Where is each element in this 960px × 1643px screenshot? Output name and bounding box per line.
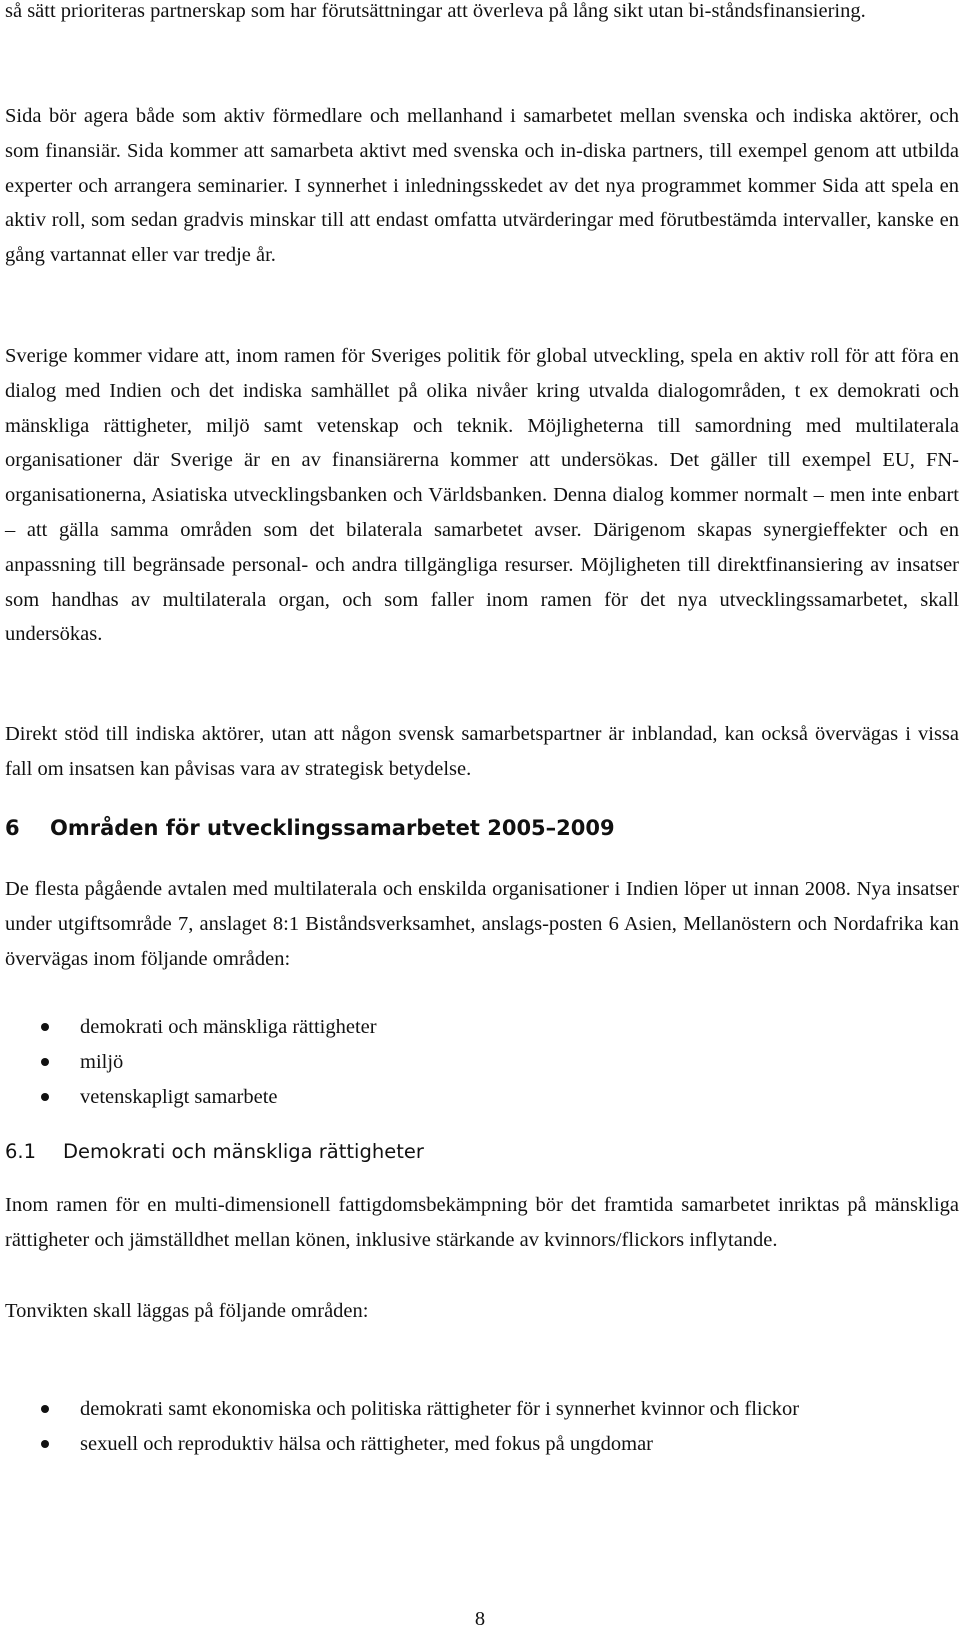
section-title: Demokrati och mänskliga rättigheter (63, 1140, 424, 1163)
section-heading-6 (5, 816, 615, 840)
paragraph-emphasis: Tonvikten skall läggas på följande områden: (5, 1300, 369, 1322)
paragraph-dialog: Sverige kommer vidare att, inom ramen för Sveriges politik för global utveckling, spela en aktiv roll för att föra en dialog med Indien och det indiska samhället på olika nivåer kring utvalda dialogområden, t ex demokrati och mänskliga rättigheter, miljö samt vetenskap och teknik. Möjligheterna till samordning med multilaterala organisationer där Sverige är en av finansiärerna kommer att undersökas. Det gäller till exempel EU, FN-organisationerna, Asiatiska utvecklingsbanken och Världsbanken. Denna dialog kommer normalt – men inte enbart – att gälla samma områden som det bilaterala samarbetet avser. Därigenom skapas synergieffekter och en anpassning till begränsade personal- och andra tillgängliga resurser. Möjligheten till direktfinansiering av insatser som handhas av multilaterala organ, och som faller inom ramen för det nya utvecklingssamarbetet, skall undersökas. (5, 345, 959, 646)
paragraph-direct-support: Direkt stöd till indiska aktörer, utan att någon svensk samarbetspartner är inblandad, kan också övervägas i vissa fall om insatsen kan påvisas vara av strategisk betydelse. (5, 723, 959, 780)
paragraph-sida-role: Sida bör agera både som aktiv förmedlare och mellanhand i samarbetet mellan svenska och indiska aktörer, och som finansiär. Sida kommer att samarbeta aktivt med svenska och in-diska partners, till exempel genom att utbilda experter och arrangera seminarier. I synnerhet i inledningsskedet av det nya programmet kommer Sida att spela en aktiv roll, som sedan gradvis minskar till att endast omfatta utvärderingar med förutbestämda intervaller, kanske en gång vartannat eller var tredje år. (5, 105, 959, 267)
list-item: demokrati och mänskliga rättigheter (0, 1010, 960, 1045)
section-number: 6.1 (5, 1140, 37, 1163)
bullet-icon (41, 1058, 49, 1066)
section-title: Områden för utvecklingssamarbetet 2005–2009 (50, 816, 615, 840)
page-number: 8 (474, 1608, 486, 1630)
list-item: demokrati samt ekonomiska och politiska rättigheter för i synnerhet kvinnor och flickor (0, 1392, 960, 1427)
bullet-icon (41, 1440, 49, 1448)
section-heading-6-1 (5, 1140, 424, 1163)
paragraph-ongoing-agreements: De flesta pågående avtalen med multilaterala och enskilda organisationer i Indien löper ut innan 2008. Nya insatser under utgiftsområde 7, anslaget 8:1 Biståndsverksamhet, anslags-posten 6 Asien, Mellanöstern och Nordafrika kan övervägas inom följande områden: (5, 878, 959, 970)
bullet-list-areas (0, 1010, 960, 1114)
bullet-icon (41, 1405, 49, 1413)
list-item: miljö (0, 1045, 960, 1080)
list-item: sexuell och reproduktiv hälsa och rättigheter, med fokus på ungdomar (0, 1427, 960, 1462)
bullet-list-emphasis (0, 1392, 960, 1462)
list-item: vetenskapligt samarbete (0, 1080, 960, 1115)
paragraph-gender-equality: Inom ramen för en multi-dimensionell fattigdomsbekämpning bör det framtida samarbetet inriktas på mänskliga rättigheter och jämställdhet mellan könen, inklusive stärkande av kvinnors/flickors inflytande. (5, 1194, 959, 1251)
paragraph-intro: så sätt prioriteras partnerskap som har förutsättningar att överleva på lång sikt utan bi-ståndsfinansiering. (5, 0, 866, 22)
bullet-icon (41, 1093, 49, 1101)
bullet-icon (41, 1023, 49, 1031)
section-number: 6 (5, 816, 20, 840)
